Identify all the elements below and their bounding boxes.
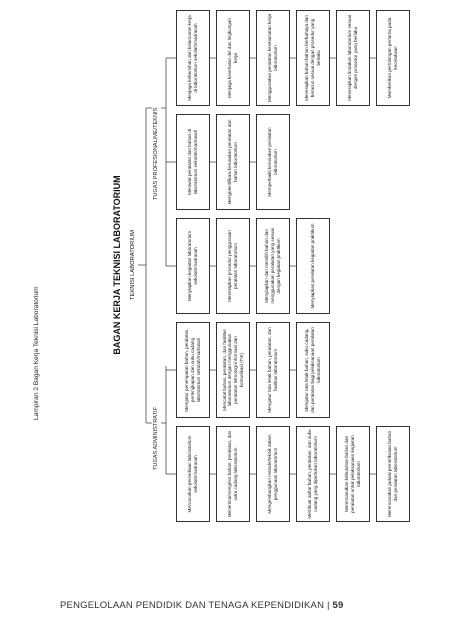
root-label: TEKNISI LABORATORIUM (130, 230, 136, 301)
task-text: Menerapkan bahan-bahan berbahaya dan beracun sesuai dengan prosedur yang berlaku (304, 15, 321, 101)
task-box (176, 218, 210, 314)
task-box (376, 426, 410, 522)
task-text: Mengatur penempatan bahan, peralatan, perlengkapan dan suku cadang laboratorium sekolah/madrasah (184, 328, 201, 412)
task-box (296, 322, 330, 418)
page-footer (60, 600, 343, 611)
task-text: Merencanakan jadwal pemeriksaan bahan dan peralatan laboratorium (387, 430, 398, 518)
task-text: Menyiapkan peralatan kegiatan praktikum (310, 223, 316, 309)
side-caption: Lampiran 2 Bagan Kerja Teknisi Laboratorium (33, 286, 40, 420)
rotated-org-chart (110, 0, 410, 530)
category-prof-label: TUGAS PROFESIONAL/ME/TEKNIS (153, 107, 159, 200)
task-box (256, 218, 290, 314)
task-text: Menyiapkan dan memilih bahan dan menggunakan peralatan yang sesuai dengan kegiatan praktikum (264, 228, 281, 304)
task-text: Menjaga kesehatan diri dan lingkungan kerja (227, 18, 238, 98)
task-box (256, 322, 290, 418)
page-number: 59 (332, 600, 344, 611)
task-text: Menyiapkan kegiatan laboratorium sekolah/madrasah (187, 230, 198, 302)
task-box (336, 10, 370, 106)
task-text: Mengembangkan metode/teknik dalam penggunaan laboratorium (267, 434, 278, 514)
task-text: Mencatat bahan, peralatan, dan fasilitas laboratorium dengan menggunakan peralatan teknologi informasi dan komunikasi (TIK) (221, 329, 244, 411)
task-box (176, 426, 210, 522)
task-text: Menerima/mengirim bahan, peralatan, dan suku cadang laboratorium (227, 430, 238, 518)
task-box (256, 10, 290, 106)
task-box (216, 218, 250, 314)
task-box (296, 426, 330, 522)
task-text: Menggunakan peralatan keselamatan kerja laboratorium (267, 13, 278, 103)
task-box (176, 322, 210, 418)
task-box (336, 426, 370, 522)
task-box (216, 114, 250, 210)
task-box (176, 10, 210, 106)
task-text: Menerapkan tindakan laboratorium sesuai dengan prosedur yang berlaku (347, 15, 358, 101)
task-box (256, 114, 290, 210)
task-box (216, 10, 250, 106)
footer-text: PENGELOLAAN PENDIDIK DAN TENAGA KEPENDIDIKAN (60, 600, 325, 611)
task-text: Memperbaiki kerusakan peralatan laboratorium (267, 127, 278, 197)
task-text: Mengatur tata letak bahan, peralatan, dan fasilitas laboratorium (267, 327, 278, 413)
task-text: Memberikan pertolongan pertama pada kecelakaan (387, 17, 398, 99)
task-box (376, 10, 410, 106)
task-box (256, 426, 290, 522)
task-text: Merawat peralatan dan bahan di laboratorium sekolah/madrasah (187, 129, 198, 195)
task-box (216, 426, 250, 522)
task-text: Menetapkan prosedur penggunaan peralatan laboratorium (227, 230, 238, 302)
task-text: Menjaga kebersihan dan kelancaran kerja di laboratorium sekolah/madrasah (187, 15, 198, 101)
task-box (176, 114, 210, 210)
task-text: Mengidentifikasi kerusakan peralatan dan bahan laboratorium (227, 119, 238, 205)
task-box (216, 322, 250, 418)
task-text: Mengatur tata letak bahan, suku cadang, dan peralatan bagi pelaksanaan peralatan laboratorium (304, 327, 321, 413)
task-box (296, 218, 330, 314)
chart-title: BAGAN KERJA TEKNISI LABORATORIUM (112, 175, 122, 355)
task-text: Membuat daftar bahan, peralatan, dan suku cadang yang diperlukan laboratorium (307, 429, 318, 519)
category-admin-label: TUGAS ADMINISTRATIF (153, 407, 159, 470)
task-box (296, 10, 330, 106)
footer-separator: | (326, 600, 330, 611)
task-text: Merencanakan kebutuhan bahan dan peralatan untuk pelaksanaan kegiatan laboratorium (344, 435, 361, 513)
task-text: Mencocokan persediaan laboratorium sekolah/madrasah (187, 435, 198, 513)
